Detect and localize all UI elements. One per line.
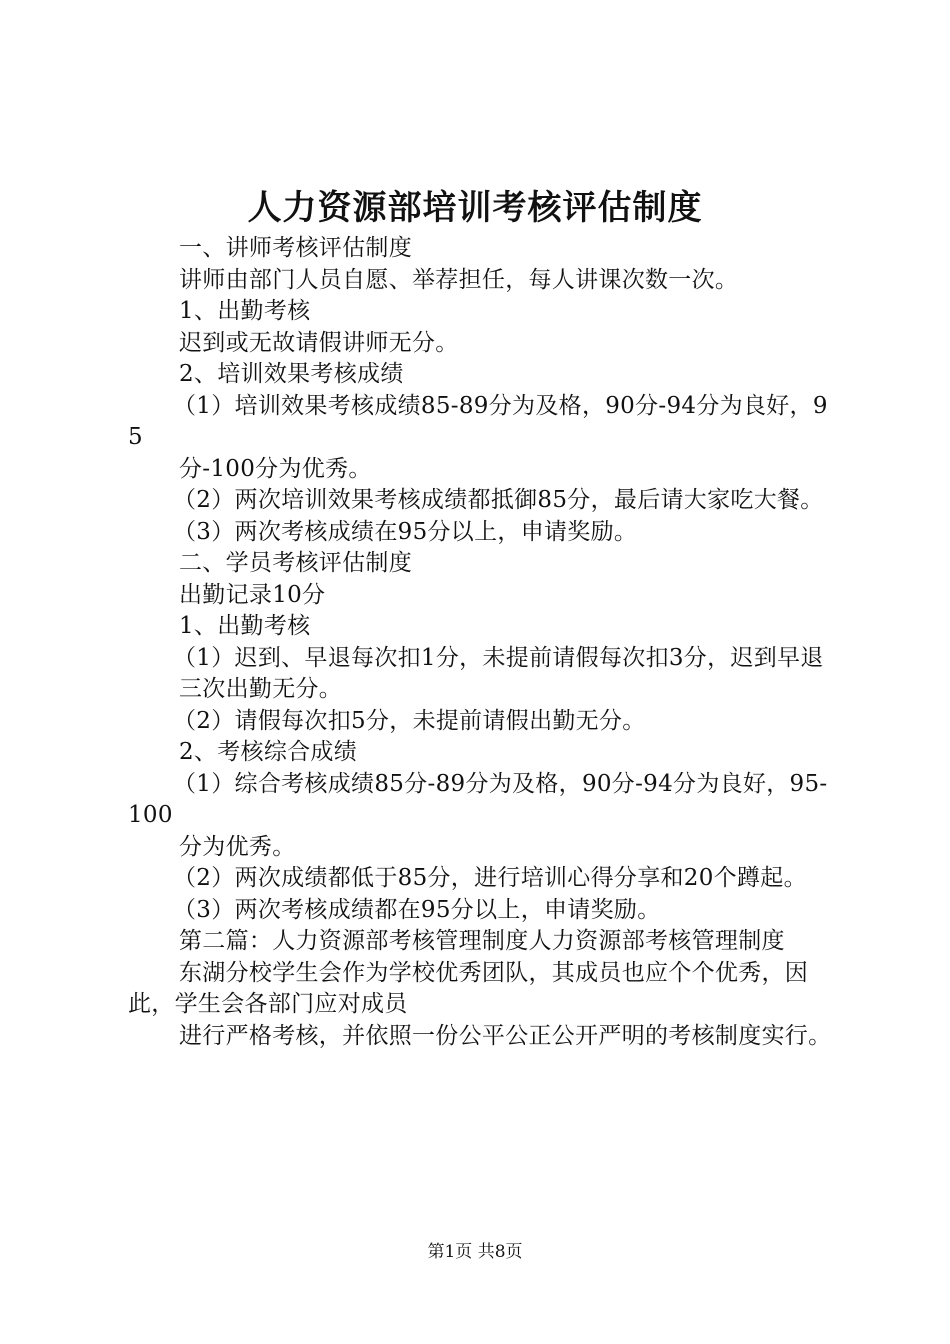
list-item: （2）两次培训效果考核成绩都抵御85分，最后请大家吃大餐。 bbox=[173, 487, 824, 513]
list-item: （1）迟到、早退每次扣1分，未提前请假每次扣3分，迟到早退 bbox=[173, 644, 824, 671]
page-footer: 第1页 共8页 bbox=[427, 1242, 523, 1262]
subsection-heading: 1、出勤考核 bbox=[179, 298, 311, 324]
list-item: （1）培训效果考核成绩85-89分为及格，90分-94分为良好，95 bbox=[128, 392, 828, 450]
list-item: （2）两次成绩都低于85分，进行培训心得分享和20个蹲起。 bbox=[173, 865, 807, 891]
paragraph: 分为优秀。 bbox=[179, 833, 296, 860]
paragraph: 分-100分为优秀。 bbox=[179, 455, 372, 482]
chapter-heading: 第二篇：人力资源部考核管理制度人力资源部考核管理制度 bbox=[179, 928, 785, 954]
subsection-heading: 2、培训效果考核成绩 bbox=[179, 361, 404, 387]
document-body bbox=[128, 233, 838, 1052]
list-item: （2）请假每次扣5分，未提前请假出勤无分。 bbox=[173, 707, 646, 734]
paragraph: 出勤记录10分 bbox=[179, 581, 326, 608]
list-item: （1）综合考核成绩85分-89分为及格，90分-94分为良好，95-100 bbox=[128, 770, 828, 828]
paragraph: 东湖分校学生会作为学校优秀团队，其成员也应个个优秀，因此，学生会各部门应对成员 bbox=[128, 959, 809, 1017]
paragraph: 讲师由部门人员自愿、举荐担任，每人讲课次数一次。 bbox=[179, 266, 739, 293]
document-title: 人力资源部培训考核评估制度 bbox=[247, 188, 703, 228]
paragraph: 迟到或无故请假讲师无分。 bbox=[179, 329, 459, 356]
section-heading: 一、讲师考核评估制度 bbox=[179, 235, 412, 261]
list-item: （3）两次考核成绩都在95分以上，申请奖励。 bbox=[173, 896, 661, 923]
paragraph: 三次出勤无分。 bbox=[179, 676, 343, 702]
subsection-heading: 1、出勤考核 bbox=[179, 613, 311, 639]
list-item: （3）两次考核成绩在95分以上，申请奖励。 bbox=[173, 518, 638, 545]
subsection-heading: 2、考核综合成绩 bbox=[179, 739, 358, 765]
section-heading: 二、学员考核评估制度 bbox=[179, 550, 412, 576]
paragraph: 进行严格考核，并依照一份公平公正公开严明的考核制度实行。 bbox=[179, 1022, 832, 1049]
